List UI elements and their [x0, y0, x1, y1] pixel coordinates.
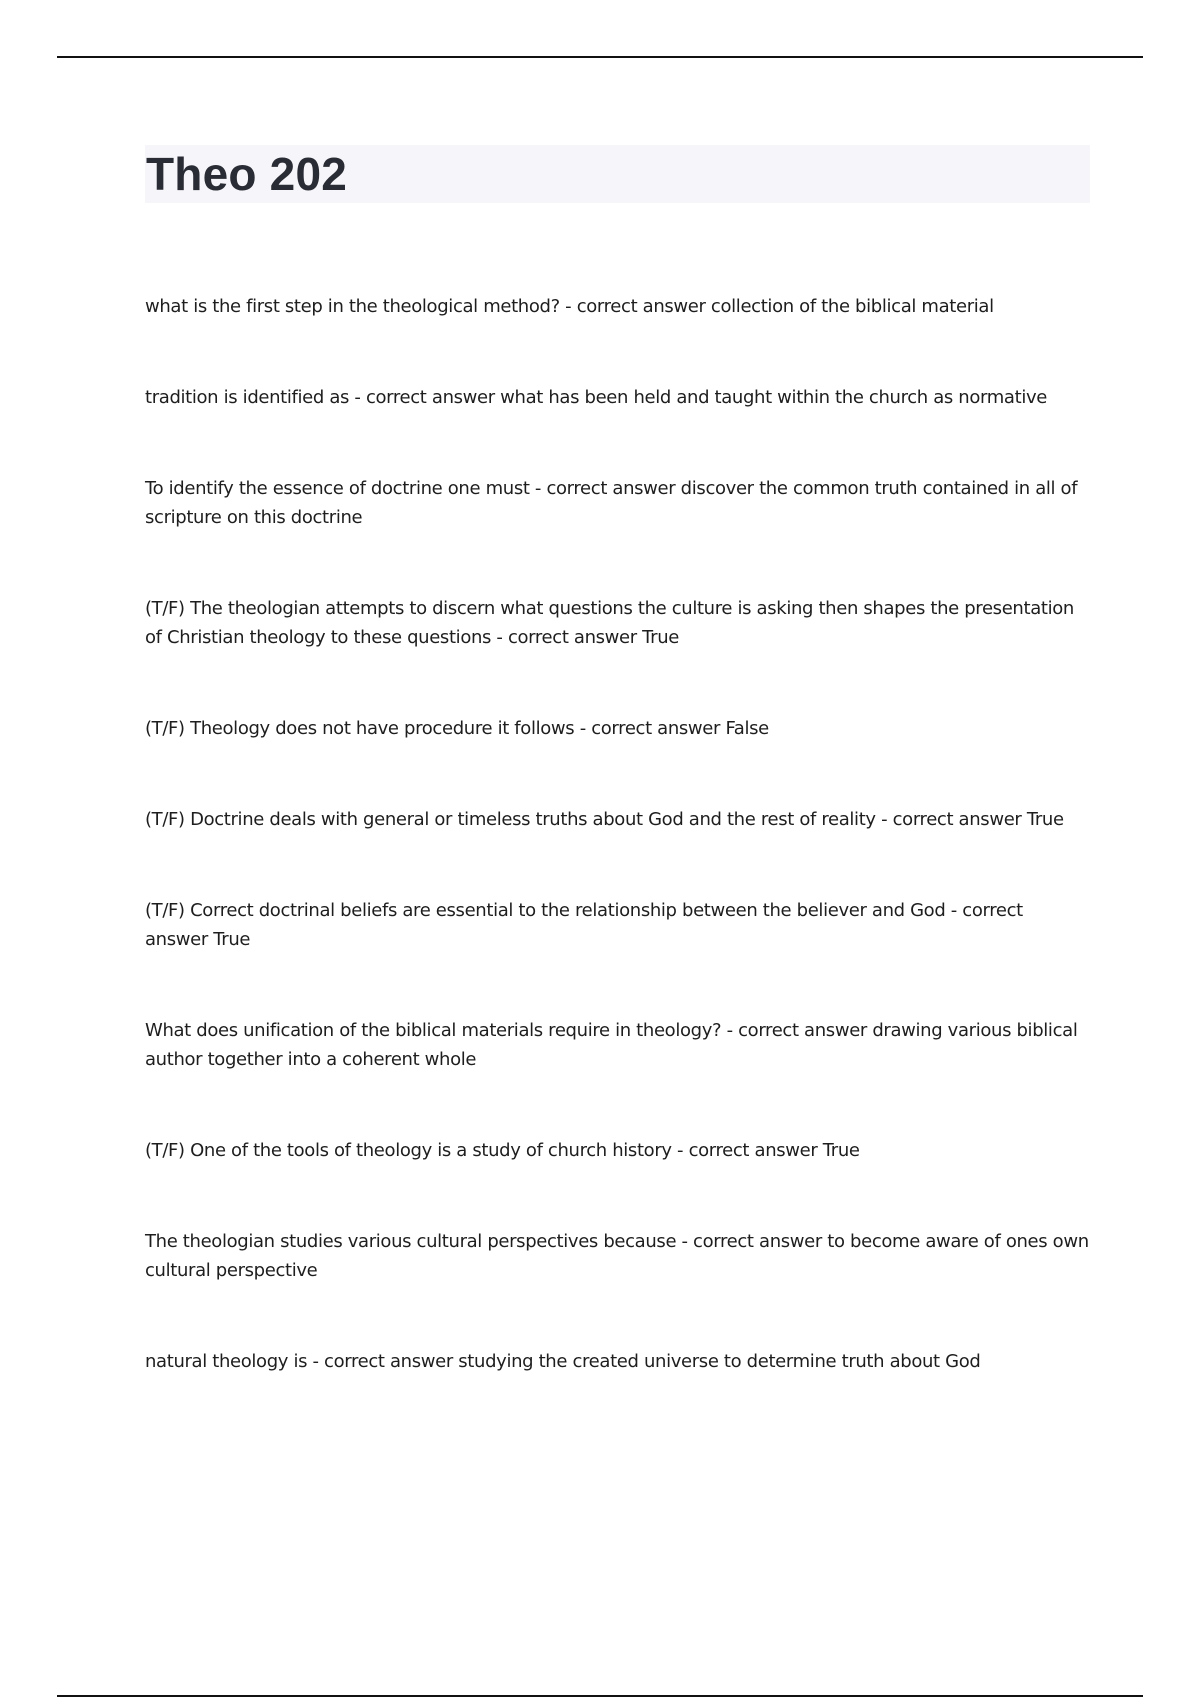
qa-item-2: tradition is identified as - correct answer what has been held and taught within the church as normative [145, 387, 1047, 408]
qa-item-9: (T/F) One of the tools of theology is a study of church history - correct answer True [145, 1140, 860, 1161]
top-divider [57, 56, 1143, 58]
qa-item-3: To identify the essence of doctrine one must - correct answer discover the common truth contained in all of scripture on this doctrine [145, 478, 1078, 528]
page-title: Theo 202 [146, 148, 348, 200]
qa-item-11: natural theology is - correct answer studying the created universe to determine truth about God [145, 1351, 981, 1372]
qa-list [145, 292, 1090, 1438]
bottom-divider [57, 1695, 1143, 1697]
qa-item-1: what is the first step in the theological method? - correct answer collection of the biblical material [145, 296, 994, 317]
qa-item-5: (T/F) Theology does not have procedure it follows - correct answer False [145, 718, 769, 739]
qa-item-4: (T/F) The theologian attempts to discern what questions the culture is asking then shapes the presentation of Christian theology to these questions - correct answer True [145, 598, 1074, 648]
qa-item-6: (T/F) Doctrine deals with general or timeless truths about God and the rest of reality - correct answer True [145, 809, 1064, 830]
qa-item-8: What does unification of the biblical materials require in theology? - correct answer drawing various biblical author together into a coherent whole [145, 1020, 1078, 1070]
qa-item-7: (T/F) Correct doctrinal beliefs are essential to the relationship between the believer and God - correct answer True [145, 900, 1023, 950]
qa-item-10: The theologian studies various cultural perspectives because - correct answer to become aware of ones own cultural perspective [145, 1231, 1089, 1281]
